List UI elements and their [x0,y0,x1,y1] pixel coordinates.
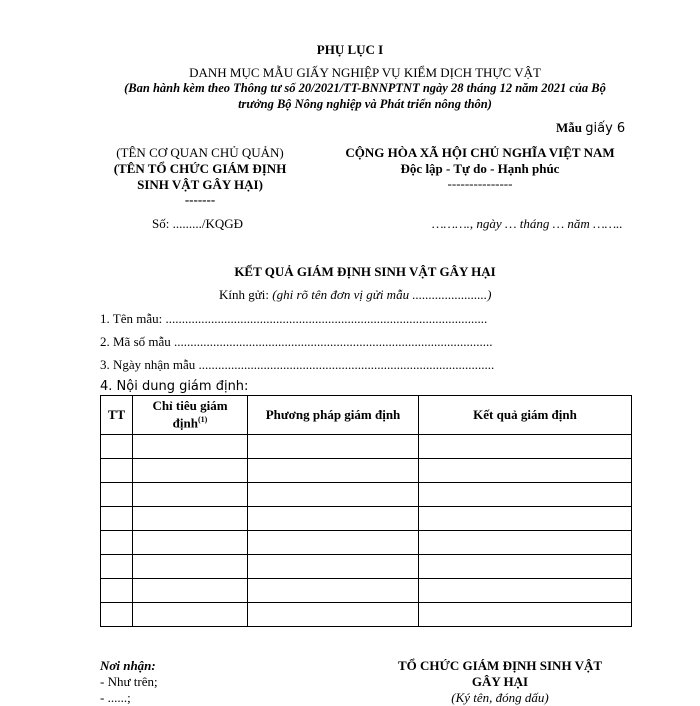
table-cell[interactable] [101,579,133,603]
issued-note-line1: (Ban hành kèm theo Thông tư số 20/2021/TT-BNNPTNT ngày 28 tháng 12 năm 2021 của Bộ [124,81,606,95]
inspection-org-line2: SINH VẬT GÂY HẠI) [137,177,263,192]
field-sample-name: 1. Tên mẫu: ................................................................................................... [100,311,488,326]
recipient-item: - Như trên; [100,674,158,689]
col-method-header: Phương pháp giám định [248,396,419,435]
table-cell[interactable] [101,483,133,507]
appendix-title: PHỤ LỤC I [316,42,384,57]
col-index-header: TT [101,396,133,435]
place-date: ………., ngày … tháng … năm …….. [432,216,623,231]
table-cell[interactable] [419,459,632,483]
table-cell[interactable] [419,507,632,531]
table-cell[interactable] [248,555,419,579]
recipients-label: Nơi nhận: [100,658,156,673]
sign-note: (Ký tên, đóng dấu) [451,690,549,705]
table-cell[interactable] [101,555,133,579]
col-result-header: Kết quả giám định [419,396,632,435]
table-cell[interactable] [248,531,419,555]
table-cell[interactable] [133,459,248,483]
table-cell[interactable] [419,435,632,459]
national-title: CỘNG HÒA XÃ HỘI CHỦ NGHĨA VIỆT NAM [345,145,615,160]
table-cell[interactable] [248,459,419,483]
document-title: KẾT QUẢ GIÁM ĐỊNH SINH VẬT GÂY HẠI [234,264,496,279]
addressee [219,287,491,303]
signing-org-line1: TỔ CHỨC GIÁM ĐỊNH SINH VẬT [397,658,603,673]
inspection-org-line1: (TÊN TỔ CHỨC GIÁM ĐỊNH [113,161,287,176]
table-cell[interactable] [101,531,133,555]
section-content: 4. Nội dung giám định: [100,379,249,394]
table-cell[interactable] [248,435,419,459]
table-cell[interactable] [419,579,632,603]
table-row [101,603,632,627]
table-cell[interactable] [419,531,632,555]
table-cell[interactable] [419,603,632,627]
table-cell[interactable] [101,603,133,627]
table-header-row [101,396,632,435]
document-number: Số: ........./KQGĐ [152,216,244,231]
table-cell[interactable] [101,459,133,483]
addressee-value: (ghi rõ tên đơn vị gửi mẫu .......................) [272,287,492,302]
parent-agency: (TÊN CƠ QUAN CHỦ QUẢN) [116,145,284,160]
right-divider: --------------- [447,176,513,191]
field-sample-code: 2. Mã số mẫu .................................................................................................. [100,334,493,349]
table-row [101,555,632,579]
table-cell[interactable] [133,579,248,603]
signing-org-line2: GÂY HẠI [471,674,529,689]
col-criteria-header: Chỉ tiêu giám định$^{(1)}$ [133,396,248,435]
table-cell[interactable] [133,555,248,579]
form-code [556,120,625,136]
table-cell[interactable] [248,579,419,603]
table-row [101,531,632,555]
table-cell[interactable] [133,531,248,555]
addressee-label: Kính gửi: [219,287,270,302]
issued-note-line2: trưởng Bộ Nông nghiệp và Phát triển nông thôn) [238,97,492,111]
table-cell[interactable] [419,483,632,507]
results-table [100,395,632,627]
table-cell[interactable] [101,435,133,459]
left-divider: ------- [184,192,216,207]
table-cell[interactable] [248,507,419,531]
table-row [101,483,632,507]
recipient-item: - ......; [100,690,131,705]
table-cell[interactable] [248,483,419,507]
national-motto: Độc lập - Tự do - Hạnh phúc [400,161,560,176]
form-code-value: giấy 6 [585,121,626,136]
table-row [101,507,632,531]
table-row [101,459,632,483]
table-cell[interactable] [133,603,248,627]
table-cell[interactable] [419,555,632,579]
form-code-label: Mẫu [556,120,582,135]
table-cell[interactable] [101,507,133,531]
table-cell[interactable] [133,483,248,507]
table-row [101,435,632,459]
field-received-date: 3. Ngày nhận mẫu ........................................................................................... [100,357,495,372]
list-title: DANH MỤC MẪU GIẤY NGHIỆP VỤ KIỂM DỊCH THỰC VẬT [189,65,541,80]
table-cell[interactable] [133,435,248,459]
table-cell[interactable] [248,603,419,627]
table-row [101,579,632,603]
table-cell[interactable] [133,507,248,531]
